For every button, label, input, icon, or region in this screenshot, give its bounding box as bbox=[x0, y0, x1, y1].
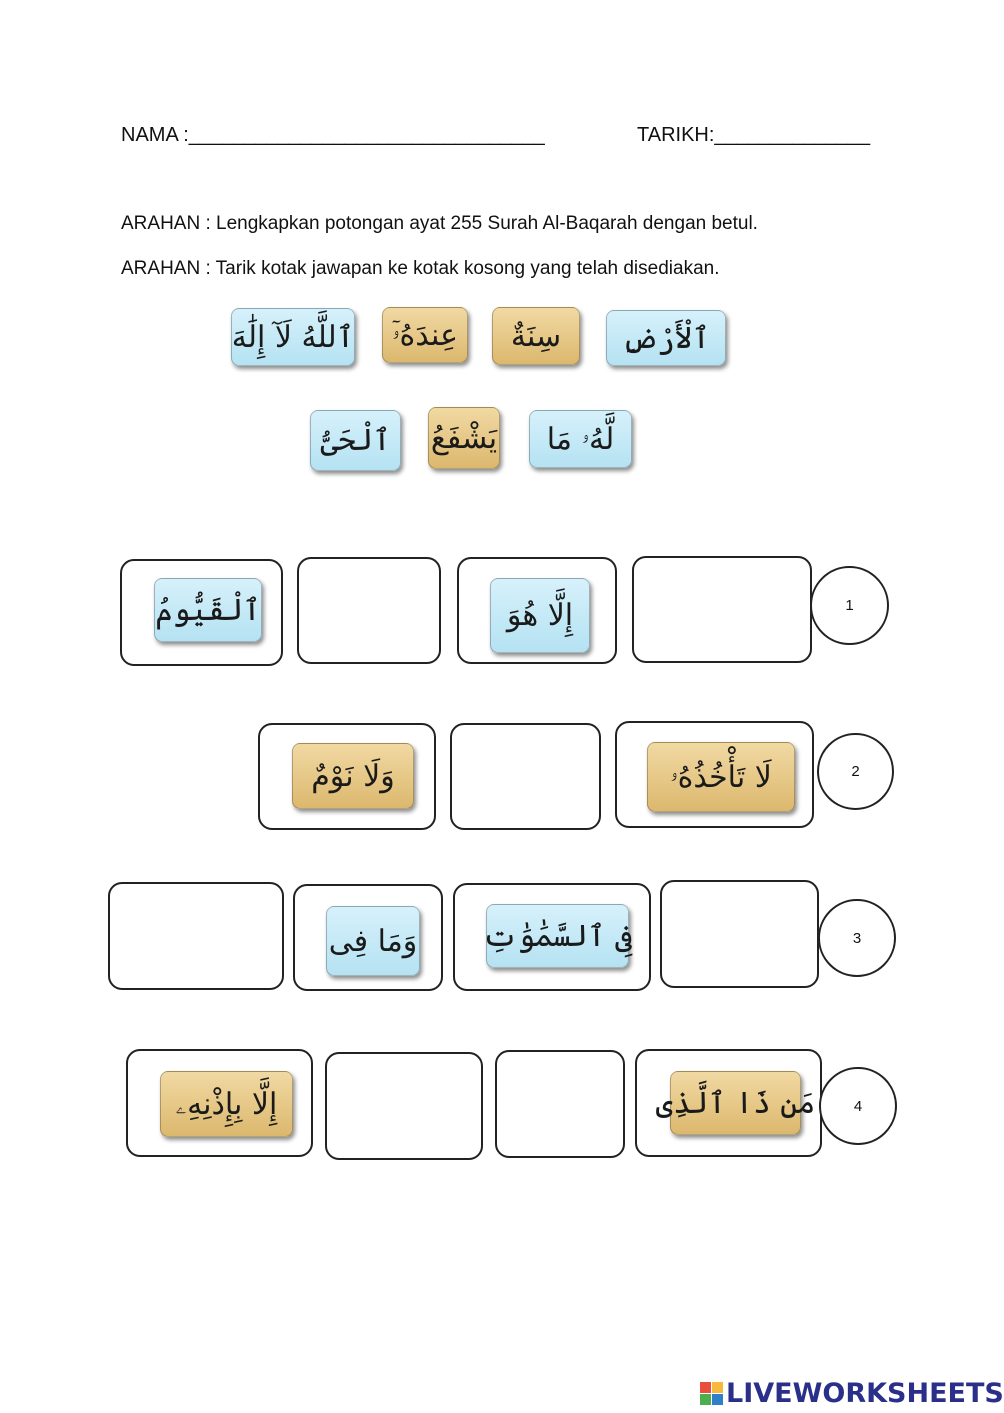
empty-drop-slot[interactable] bbox=[297, 557, 441, 664]
liveworksheets-logo-icon bbox=[700, 1382, 723, 1405]
given-tile: لَا تَأْخُذُهُۥ bbox=[647, 742, 795, 812]
question-number: 4 bbox=[819, 1067, 897, 1145]
answer-tile[interactable]: ٱلْأَرْضِ bbox=[606, 310, 726, 366]
date-line: ______________ bbox=[714, 124, 871, 146]
empty-drop-slot[interactable] bbox=[660, 880, 819, 988]
answer-tile[interactable]: يَشْفَعُ bbox=[428, 407, 500, 469]
answer-tile[interactable]: عِندَهُۥٓ bbox=[382, 307, 468, 363]
question-number: 2 bbox=[817, 733, 894, 810]
empty-drop-slot[interactable] bbox=[632, 556, 812, 663]
name-label: NAMA : bbox=[121, 124, 189, 146]
brand-text: LIVEWORKSHEETS bbox=[726, 1378, 1004, 1409]
given-tile: وَلَا نَوْمٌ bbox=[292, 743, 414, 809]
empty-drop-slot[interactable] bbox=[108, 882, 284, 990]
answer-tile[interactable]: ٱلْحَىُّ bbox=[310, 410, 401, 471]
instruction-1: ARAHAN : Lengkapkan potongan ayat 255 Surah Al-Baqarah dengan betul. bbox=[121, 213, 758, 234]
answer-tile[interactable]: لَّهُۥ مَا bbox=[529, 410, 632, 468]
name-line: ________________________________ bbox=[188, 124, 545, 146]
date-label: TARIKH: bbox=[637, 124, 715, 146]
date-field bbox=[637, 124, 870, 147]
given-tile: مَن ذَا ٱلَّذِى bbox=[670, 1071, 801, 1135]
instruction-2: ARAHAN : Tarik kotak jawapan ke kotak kosong yang telah disediakan. bbox=[121, 258, 720, 279]
answer-tile[interactable]: سِنَةٌ bbox=[492, 307, 580, 365]
given-tile: فِى ٱلسَّمَٰوَٰتِ bbox=[486, 904, 629, 968]
name-field bbox=[121, 124, 545, 147]
given-tile: إِلَّا بِإِذْنِهِۦ bbox=[160, 1071, 293, 1137]
question-number: 3 bbox=[818, 899, 896, 977]
liveworksheets-brand bbox=[700, 1378, 1004, 1409]
given-tile: ٱلْقَيُّومُ bbox=[154, 578, 262, 642]
given-tile: وَمَا فِى bbox=[326, 906, 420, 976]
empty-drop-slot[interactable] bbox=[450, 723, 601, 830]
empty-drop-slot[interactable] bbox=[325, 1052, 483, 1160]
question-number: 1 bbox=[810, 566, 889, 645]
answer-tile[interactable]: ٱللَّهُ لَآ إِلَٰهَ bbox=[231, 308, 355, 366]
empty-drop-slot[interactable] bbox=[495, 1050, 625, 1158]
given-tile: إِلَّا هُوَ bbox=[490, 578, 590, 653]
